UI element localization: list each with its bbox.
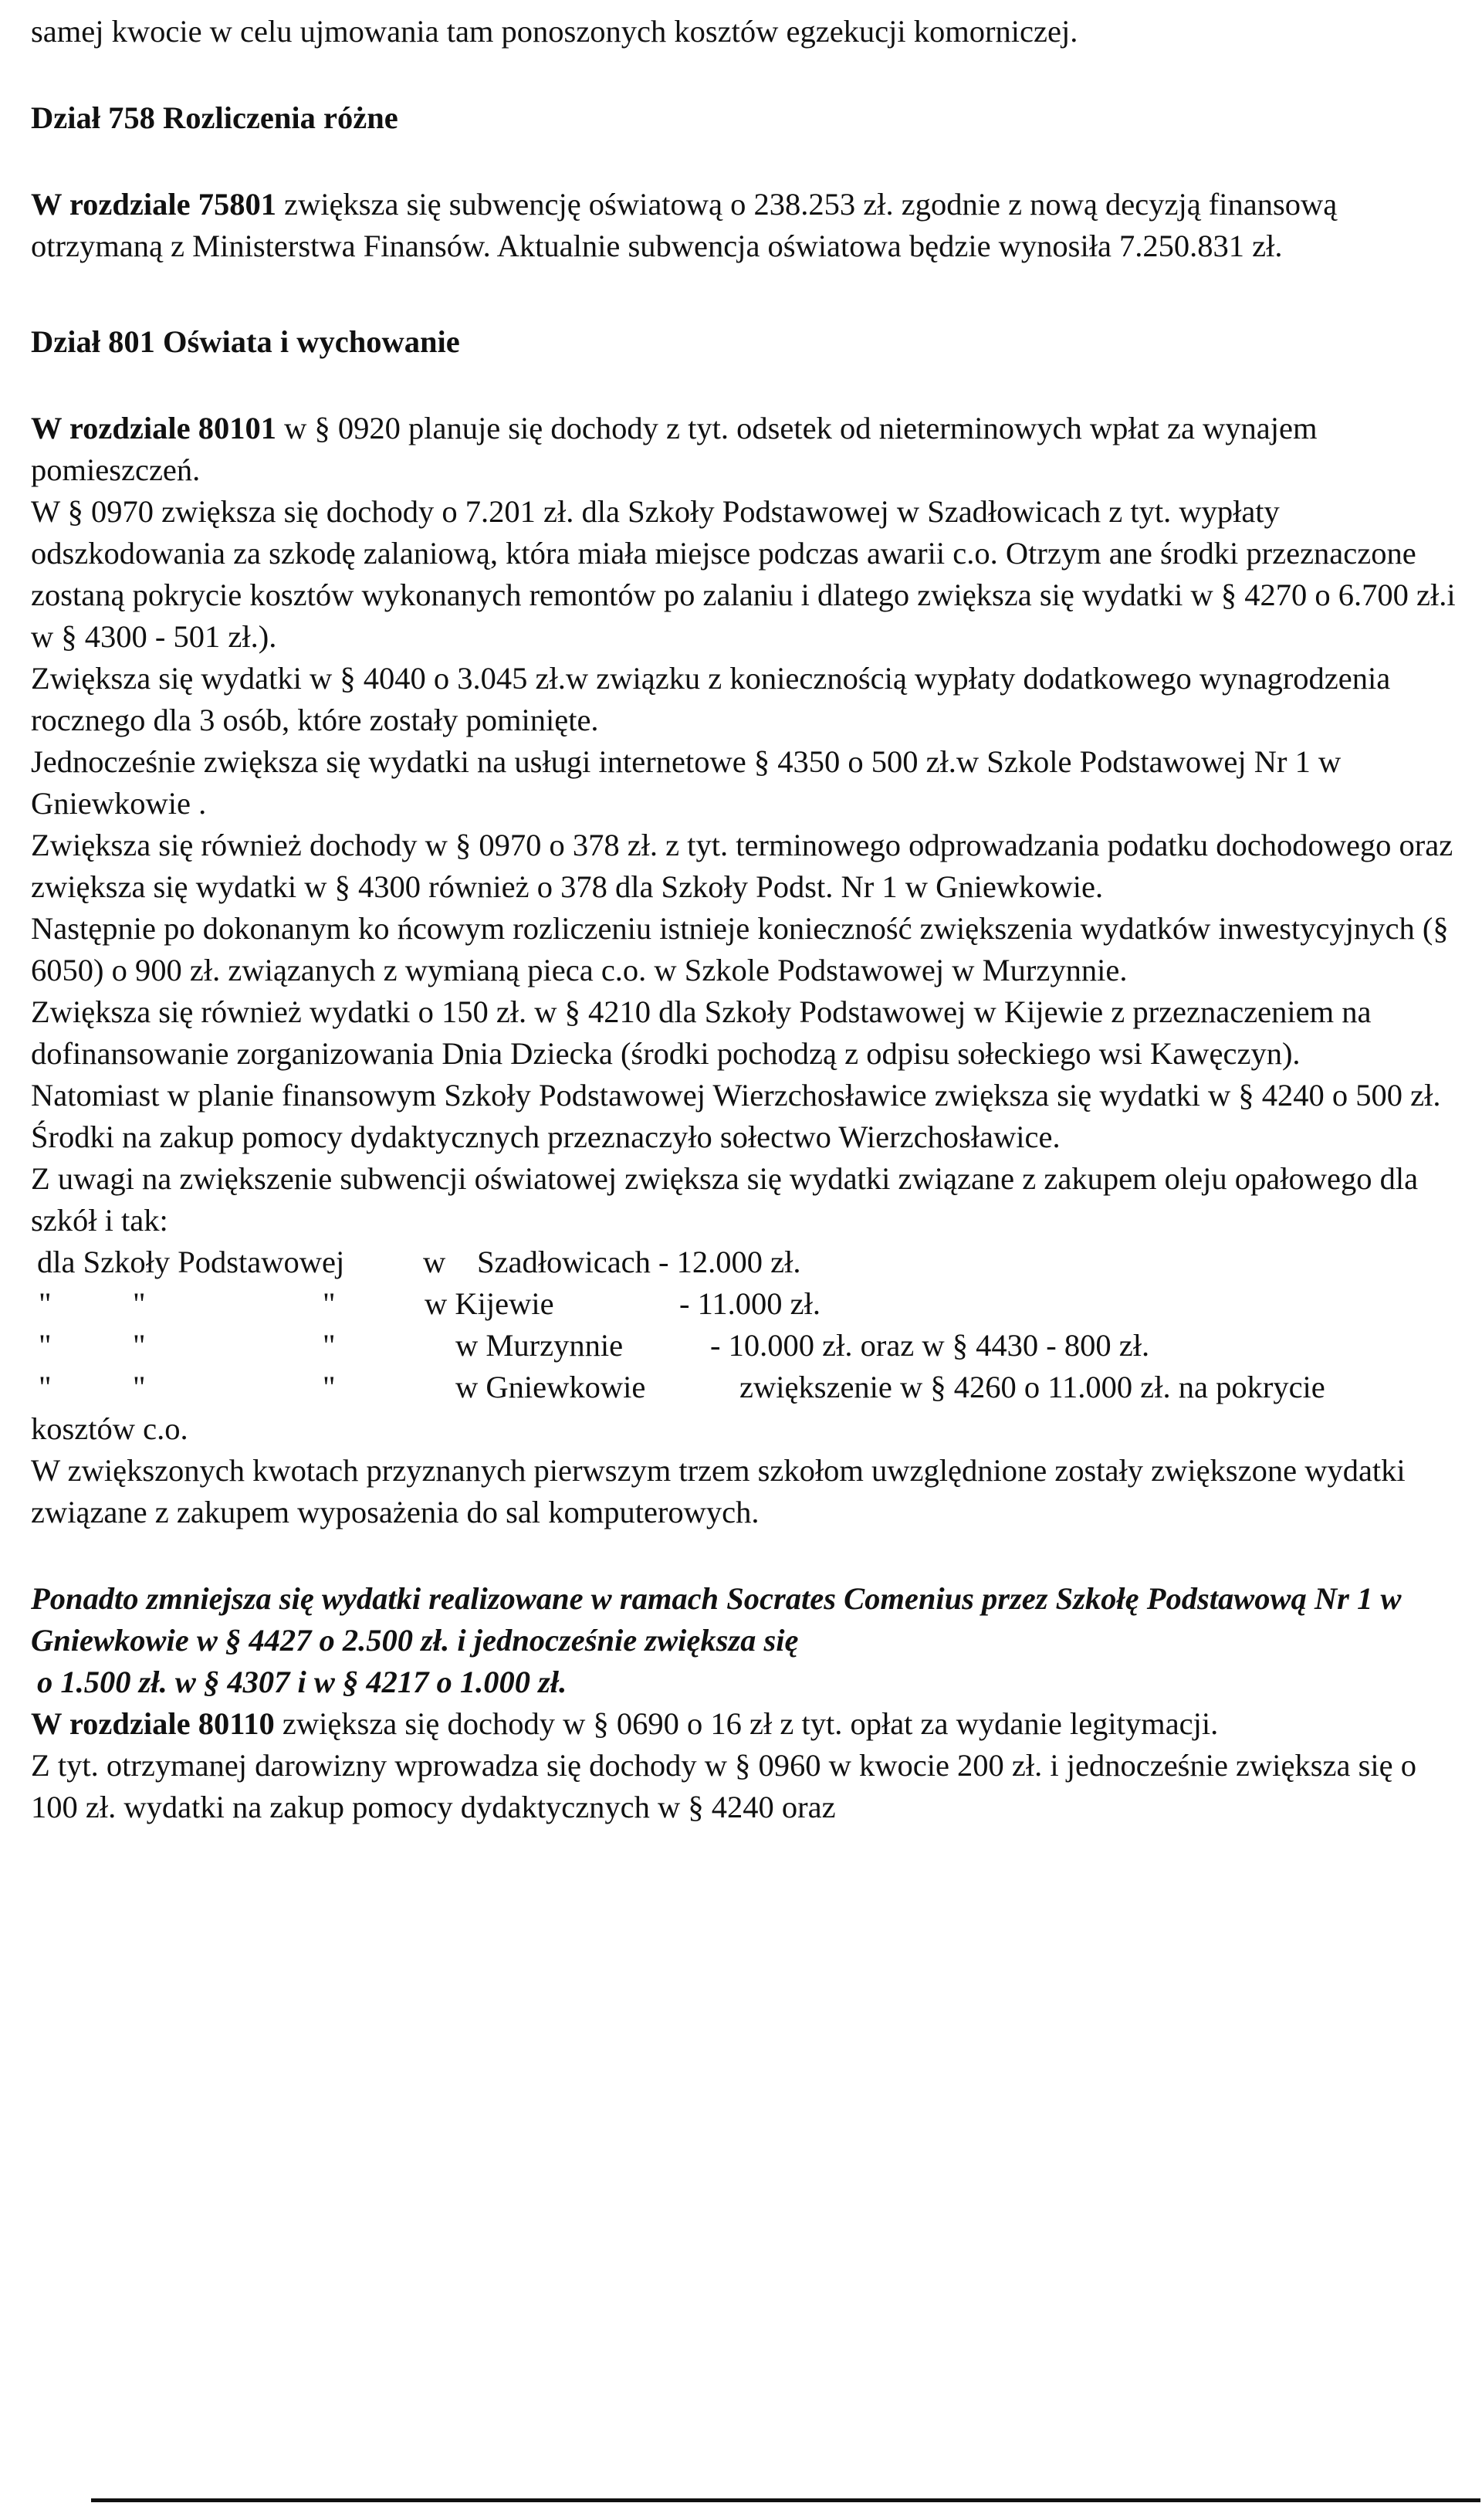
school-prep: w: [423, 1245, 446, 1279]
ditto-mark: ": [133, 1370, 146, 1404]
school-row: [31, 1283, 1459, 1325]
paragraph-fuel-oil: Z uwagi na zwiększenie subwencji oświatowej zwiększa się wydatki związane z zakupem oleju opałowego dla szkół i tak:: [31, 1161, 1419, 1238]
paragraph-4040: Zwiększa się wydatki w § 4040 o 3.045 zł.w związku z koniecznością wypłaty dodatkowego wynagrodzenia rocznego dla 3 osób, które zostały pominięte.: [31, 661, 1391, 737]
ditto-mark: ": [39, 1328, 52, 1363]
paragraph-75801-text: zwiększa się subwencję oświatową o 238.253 zł. zgodnie z nową decyzją finansową otrzymaną z Ministerstwa Finansów. Aktualnie subwencja oświatowa będzie wynosiła 7.250.831 zł.: [31, 187, 1338, 263]
ditto-mark: ": [39, 1286, 52, 1321]
school-row: [31, 1325, 1459, 1367]
ditto-mark: ": [133, 1286, 146, 1321]
chapter-label-80101: W rozdziale 80101: [31, 411, 276, 445]
paragraph-0970-szadlowice: W § 0970 zwiększa się dochody o 7.201 zł. dla Szkoły Podstawowej w Szadłowicach z tyt. wypłaty odszkodowania za szkodę zalaniową, która miała miejsce podczas awarii c.o. Otrzym ane środki przeznaczone zostaną pokrycie kosztów wykonanych remontów po zalaniu i dlatego zwiększa się wydatki w § 4270 o 6.700 zł.i w § 4300 - 501 zł.).: [31, 494, 1456, 654]
paragraph-80110-text: zwiększa się dochody w § 0690 o 16 zł z tyt. opłat za wydanie legitymacji.: [274, 1706, 1219, 1741]
paragraph-80101: [31, 408, 1459, 491]
ditto-mark: ": [39, 1370, 52, 1404]
ditto-mark: ": [323, 1286, 336, 1321]
section-heading-801: Dział 801 Oświata i wychowanie: [31, 324, 460, 359]
paragraph-4240: Natomiast w planie finansowym Szkoły Podstawowej Wierzchosławice zwiększa się wydatki w § 4240 o 500 zł. Środki na zakup pomocy dydaktycznych przeznaczyło sołectwo Wierzchosławice.: [31, 1078, 1441, 1154]
paragraph-4350: Jednocześnie zwiększa się wydatki na usługi internetowe § 4350 o 500 zł.w Szkole Podstawowej Nr 1 w Gniewkowie .: [31, 744, 1342, 821]
intro-line: samej kwocie w celu ujmowania tam ponoszonych kosztów egzekucji komorniczej.: [31, 14, 1078, 49]
paragraph-6050: Następnie po dokonanym ko ńcowym rozliczeniu istnieje konieczność zwiększenia wydatków inwestycyjnych (§ 6050) o 900 zł. związanych z wymianą pieca c.o. w Szkole Podstawowej w Murzynnie.: [31, 911, 1449, 987]
school-amount: zwiększenie w § 4260 o 11.000 zł. na pokrycie: [739, 1370, 1325, 1404]
school-row: [31, 1241, 1459, 1283]
school-name: w Murzynnie: [455, 1328, 624, 1363]
school-name: w Gniewkowie: [455, 1370, 646, 1404]
ditto-mark: ": [323, 1370, 336, 1404]
paragraph-80101-text: w § 0920 planuje się dochody z tyt. odsetek od nieterminowych wpłat za wynajem pomieszczeń.: [31, 411, 1318, 487]
ditto-mark: ": [133, 1328, 146, 1363]
paragraph-donation: Z tyt. otrzymanej darowizny wprowadza się dochody w § 0960 w kwocie 200 zł. i jednocześnie zwiększa się o 100 zł. wydatki na zakup pomocy dydaktycznych w § 4240 oraz: [31, 1748, 1416, 1824]
paragraph-0970-gniewkowo: Zwiększa się również dochody w § 0970 o 378 zł. z tyt. terminowego odprowadzania podatku dochodowego oraz zwiększa się wydatki w § 4300 również o 378 dla Szkoły Podst. Nr 1 w Gniewkowie.: [31, 828, 1453, 904]
school-name: w Kijewie: [425, 1286, 554, 1321]
section-heading-758: Dział 758 Rozliczenia różne: [31, 100, 398, 135]
school-label: dla Szkoły Podstawowej: [37, 1245, 345, 1279]
paragraph-75801: [31, 184, 1459, 267]
paragraph-socrates-cont: o 1.500 zł. w § 4307 i w § 4217 o 1.000 zł.: [37, 1665, 567, 1699]
school-amount: - 10.000 zł. oraz w § 4430 - 800 zł.: [710, 1328, 1150, 1363]
document-page: [31, 11, 1459, 1828]
school-row: [31, 1367, 1459, 1408]
paragraph-socrates: Ponadto zmniejsza się wydatki realizowane w ramach Socrates Comenius przez Szkołę Podstawową Nr 1 w Gniewkowie w § 4427 o 2.500 zł. i jednocześnie zwiększa się: [31, 1581, 1402, 1658]
chapter-label-75801: W rozdziale 75801: [31, 187, 276, 222]
school-amount: - 11.000 zł.: [679, 1286, 821, 1321]
footer-rule: [91, 2498, 1480, 2502]
chapter-label-80110: W rozdziale 80110: [31, 1706, 275, 1741]
paragraph-4210: Zwiększa się również wydatki o 150 zł. w § 4210 dla Szkoły Podstawowej w Kijewie z przeznaczeniem na dofinansowanie zorganizowania Dnia Dziecka (środki pochodzą z odpisu sołeckiego wsi Kawęczyn).: [31, 994, 1372, 1071]
paragraph-computer-rooms: W zwiększonych kwotach przyznanych pierwszym trzem szkołom uwzględnione zostały zwiększone wydatki związane z zakupem wyposażenia do sal komputerowych.: [31, 1453, 1406, 1529]
paragraph-co-costs: kosztów c.o.: [31, 1411, 188, 1446]
school-name-amount: Szadłowicach - 12.000 zł.: [477, 1245, 801, 1279]
paragraph-80110: [31, 1703, 1459, 1745]
school-list: [31, 1241, 1459, 1408]
ditto-mark: ": [323, 1328, 336, 1363]
